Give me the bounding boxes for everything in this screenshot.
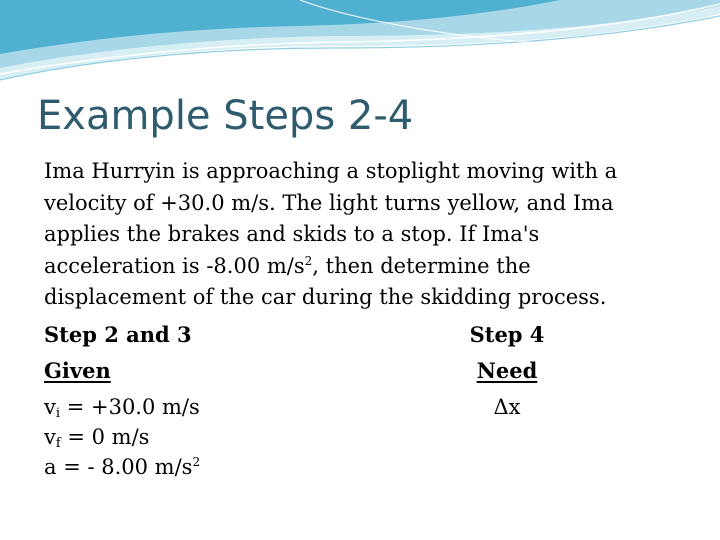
problem-line-4-text: acceleration is -8.00 m/s [44, 253, 305, 278]
problem-line-3: applies the brakes and skids to a stop. If Ima's [44, 222, 540, 246]
a-value: a = - 8.00 m/s [44, 454, 193, 479]
need-heading: Need [476, 357, 538, 383]
left-step-heading: Step 2 and 3 [44, 321, 192, 347]
given-initial-velocity [44, 392, 200, 423]
vf-subscript: f [55, 435, 61, 451]
problem-line-4-rest: , then determine the [312, 253, 531, 278]
given-heading: Given [44, 357, 111, 383]
right-step-heading: Step 4 [469, 321, 545, 347]
vi-symbol: v [44, 394, 56, 419]
vi-value: = +30.0 m/s [60, 394, 200, 419]
slide-title: Example Steps 2-4 [37, 93, 414, 139]
problem-line-4 [44, 251, 664, 283]
given-final-velocity [44, 422, 149, 453]
vf-symbol: v [44, 424, 56, 449]
given-acceleration [44, 452, 200, 483]
problem-statement [44, 156, 664, 314]
vi-subscript: i [55, 405, 61, 421]
problem-line-2: velocity of +30.0 m/s. The light turns yellow, and Ima [44, 190, 614, 215]
slide-body [44, 156, 664, 479]
vf-value: = 0 m/s [60, 424, 150, 449]
a-squared-superscript: 2 [192, 454, 201, 469]
squared-superscript: 2 [304, 253, 313, 268]
need-displacement: Δx [493, 394, 521, 419]
header-wave-decoration [0, 0, 720, 90]
problem-line-5: displacement of the car during the skidding process. [44, 285, 607, 309]
problem-line-1: Ima Hurryin is approaching a stoplight moving with a [44, 159, 618, 183]
steps-section [44, 319, 664, 479]
